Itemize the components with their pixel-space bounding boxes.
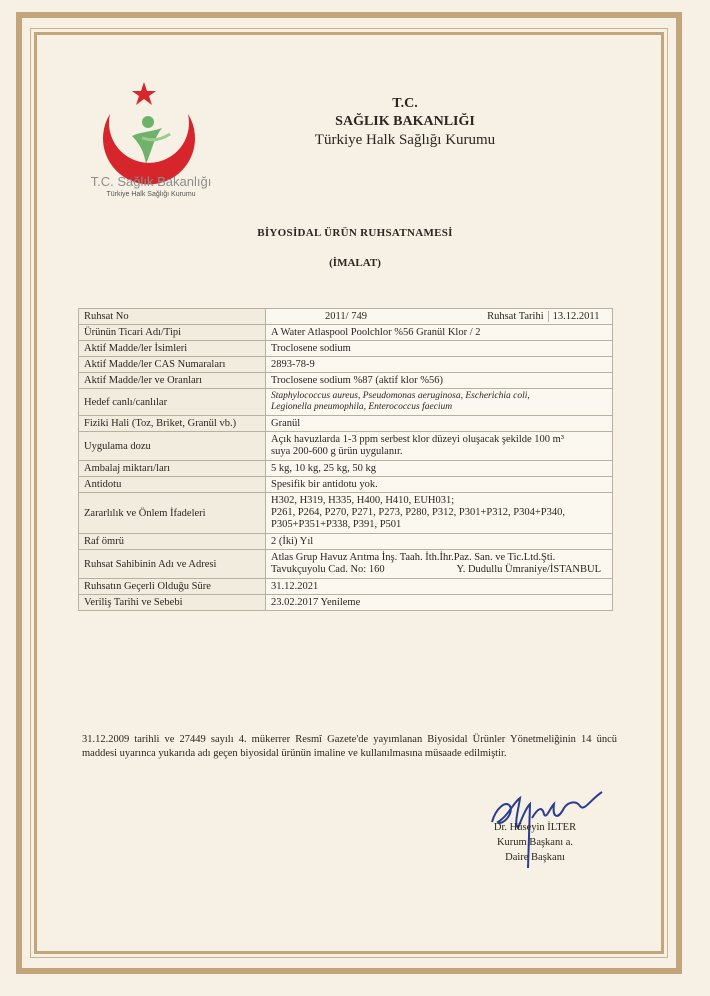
target-organisms-line-1: Staphylococcus aureus, Pseudomonas aeruginosa, Escherichia coli,	[271, 391, 530, 401]
row-label: Aktif Madde/ler İsimleri	[79, 341, 266, 357]
table-row	[79, 373, 613, 389]
signatory-title-1: Kurum Başkanı a.	[496, 837, 574, 848]
row-value: Troclosene sodium	[266, 341, 613, 357]
row-label: Raf ömrü	[79, 534, 266, 550]
document-subtitle: (İMALAT)	[329, 257, 381, 269]
table-row	[79, 357, 613, 373]
row-label: Zararlılık ve Önlem İfadeleri	[79, 493, 266, 534]
table-row	[79, 389, 613, 416]
legal-statement: 31.12.2009 tarihli ve 27449 sayılı 4. mükerrer Resmî Gazete'de yayımlanan Biyosidal Ürünler Yönetmeliğinin 14 üncü maddesi uyarınca yukarıda adı geçen biyosidal ürünün imaline ve kullanılmasına müsaade edilmiştir.	[82, 734, 617, 759]
signatory-name: Dr. Hüseyin İLTER	[493, 822, 577, 833]
logo-subtitle: Türkiye Halk Sağlığı Kurumu	[106, 191, 196, 198]
document-title: BİYOSİDAL ÜRÜN RUHSATNAMESİ	[257, 227, 453, 239]
hazard-line-2: P261, P264, P270, P271, P273, P280, P312, P301+P312, P304+P340,	[271, 507, 565, 518]
row-label: Uygulama dozu	[79, 432, 266, 461]
license-date-label: Ruhsat Tarihi	[424, 311, 549, 322]
table-row	[79, 432, 613, 461]
row-label: Aktif Madde/ler ve Oranları	[79, 373, 266, 389]
hazard-line-3: P305+P351+P338, P391, P501	[271, 519, 402, 530]
signatory-title-2: Daire Başkanı	[505, 852, 565, 863]
row-label: Ruhsatın Geçerli Olduğu Süre	[79, 579, 266, 595]
holder-district: Y. Dudullu Ümraniye/İSTANBUL	[456, 564, 601, 575]
row-label: Ruhsat Sahibinin Adı ve Adresi	[79, 550, 266, 579]
table-row	[79, 416, 613, 432]
logo-title: T.C. Sağlık Bakanlığı	[90, 174, 212, 189]
license-info-table	[78, 308, 613, 611]
table-row	[79, 534, 613, 550]
header-ministry: SAĞLIK BAKANLIĞI	[335, 114, 475, 129]
table-row	[79, 595, 613, 611]
table-row	[79, 477, 613, 493]
row-label: Ambalaj miktarı/ları	[79, 461, 266, 477]
row-label: Ürünün Ticari Adı/Tipi	[79, 325, 266, 341]
row-value: Troclosene sodium %87 (aktif klor %56)	[266, 373, 613, 389]
license-number: 2011/ 749	[325, 311, 367, 322]
row-value: 23.02.2017 Yenileme	[266, 595, 613, 611]
table-row	[79, 461, 613, 477]
row-label: Antidotu	[79, 477, 266, 493]
row-value: 31.12.2021	[266, 579, 613, 595]
target-organisms-line-2: Legionella pneumophila, Enterococcus faecium	[271, 402, 453, 412]
row-value: 2 (İki) Yıl	[266, 534, 613, 550]
table-row	[79, 493, 613, 534]
row-label: Ruhsat No	[79, 309, 266, 325]
holder-street: Tavukçuyolu Cad. No: 160	[271, 564, 385, 575]
table-row	[79, 309, 613, 325]
header-tc: T.C.	[392, 96, 418, 111]
hazard-line-1: H302, H319, H335, H400, H410, EUH031;	[271, 495, 455, 506]
row-value: 5 kg, 10 kg, 25 kg, 50 kg	[266, 461, 613, 477]
row-label: Aktif Madde/ler CAS Numaraları	[79, 357, 266, 373]
row-value: Spesifik bir antidotu yok.	[266, 477, 613, 493]
table-row	[79, 579, 613, 595]
row-value: 2893-78-9	[266, 357, 613, 373]
header-institution: Türkiye Halk Sağlığı Kurumu	[314, 132, 496, 148]
row-value: A Water Atlaspool Poolchlor %56 Granül Klor / 2	[266, 325, 613, 341]
holder-line-1: Atlas Grup Havuz Arıtma İnş. Taah. İth.İhr.Paz. San. ve Tic.Ltd.Şti.	[271, 552, 556, 563]
row-label: Hedef canlı/canlılar	[79, 389, 266, 416]
dose-line-2: suya 200-600 g ürün uygulanır.	[271, 446, 403, 457]
dose-line-1: Açık havuzlarda 1-3 ppm serbest klor düzeyi oluşacak şekilde 100 m³	[271, 434, 564, 445]
table-row	[79, 341, 613, 357]
row-value: Granül	[266, 416, 613, 432]
row-label: Fiziki Hali (Toz, Briket, Granül vb.)	[79, 416, 266, 432]
table-row	[79, 325, 613, 341]
row-label: Veriliş Tarihi ve Sebebi	[79, 595, 266, 611]
table-row	[79, 550, 613, 579]
license-date: 13.12.2011	[552, 311, 600, 322]
